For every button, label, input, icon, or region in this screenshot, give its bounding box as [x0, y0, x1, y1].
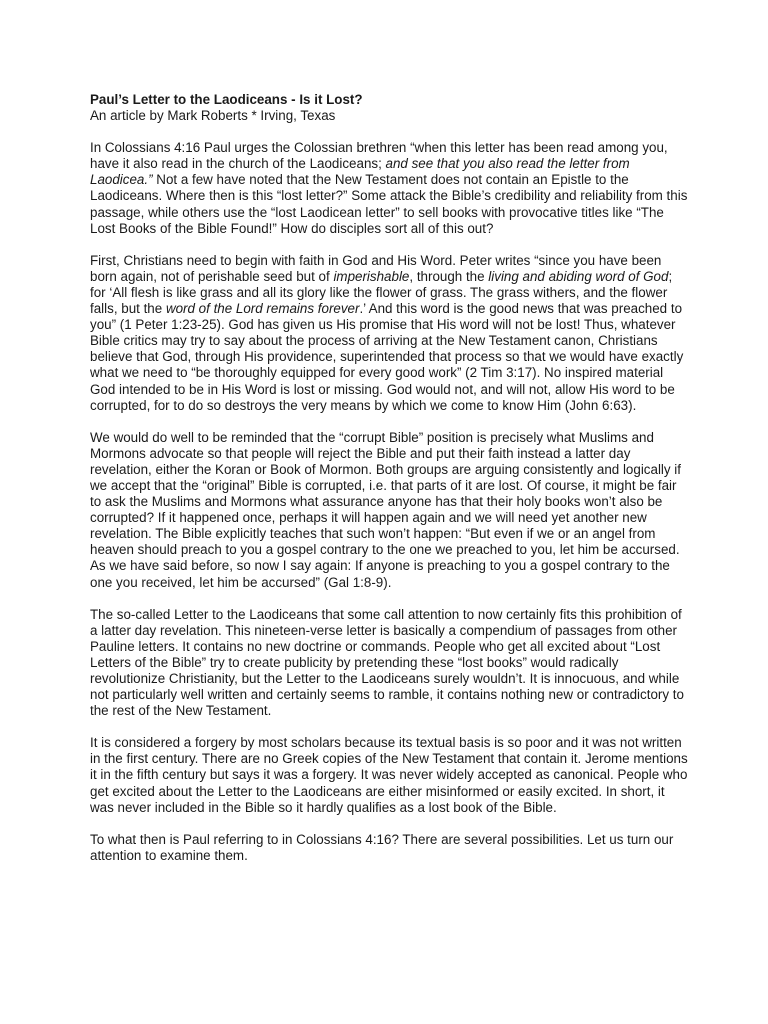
paragraph-text: ; for ‘All flesh is like grass and all its glory like the flower of grass. The grass withers, and the flower falls, but the — [90, 268, 673, 317]
article-title: Paul’s Letter to the Laodiceans - Is it Lost? — [90, 92, 363, 107]
article-body — [90, 140, 690, 864]
article-byline: An article by Mark Roberts * Irving, Texas — [90, 108, 336, 124]
paragraph-text: The so-called Letter to the Laodiceans that some call attention to now certainly fits this prohibition of a latter day revelation. This nineteen-verse letter is basically a compendium of passages from other Pauline letters. It contains no new doctrine or commands. People who get all excited about “Lost Letters of the Bible” try to create publicity by pretending these “lost books” would radically revolutionize Christianity, but the Letter to the Laodiceans surely wouldn’t. It is innocuous, and while not particularly well written and certainly seems to ramble, it contains nothing new or contradictory to the rest of the New Testament. — [90, 606, 684, 719]
document-page — [90, 92, 690, 864]
italic-text: and see that you also read the letter from Laodicea.” — [90, 156, 630, 188]
paragraph-text: , through the — [409, 268, 489, 284]
article-paragraph — [90, 430, 690, 591]
paragraph-text: We would do well to be reminded that the “corrupt Bible” position is precisely what Muslims and Mormons advocate so that people will reject the Bible and put their faith instead a latter day revelation, either the Koran or Book of Mormon. Both groups are arguing consistently and logically if we accept that the “original” Bible is corrupted, i.e. that parts of it are lost. Of course, it might be fair to ask the Muslims and Mormons what assurance anyone has that their holy books won’t also be corrupted? If it happened once, perhaps it will happen again and we will need yet another new revelation. The Bible explicitly teaches that such won’t happen: “But even if we or an angel from heaven should preach to you a gospel contrary to the one we preached to you, let him be accursed. As we have said before, so now I say again: If anyone is preaching to you a gospel contrary to the one you received, let him be accursed” (Gal 1:8-9). — [90, 429, 681, 590]
italic-text: living and abiding word of God — [488, 268, 669, 284]
paragraph-text: To what then is Paul referring to in Colossians 4:16? There are several possibilities. Let us turn our attention to examine them. — [90, 831, 674, 863]
paragraph-text: Not a few have noted that the New Testament does not contain an Epistle to the Laodiceans. Where then is this “lost letter?” Some attack the Bible’s credibility and reliability from this passage, while others use the “lost Laodicean letter” to sell books with provocative titles like “The Lost Books of the Bible Found!” How do disciples sort all of this out? — [90, 172, 688, 236]
article-paragraph — [90, 735, 690, 815]
article-paragraph — [90, 140, 690, 237]
article-paragraph — [90, 832, 690, 864]
article-paragraph — [90, 253, 690, 414]
italic-text: word of the Lord remains forever — [165, 301, 360, 317]
paragraph-text: .’ And this word is the good news that was preached to you” (1 Peter 1:23-25). God has given us His promise that His word will not be lost! Thus, whatever Bible critics may try to say about the process of arriving at the New Testament canon, Christians believe that God, through His providence, superintended that process so that we would have exactly what we need to “be thoroughly equipped for every good work” (2 Tim 3:17). No inspired material God intended to be in His Word is lost or missing. God would not, and will not, allow His word to be corrupted, for to do so destroys the very means by which we come to know Him (John 6:63). — [90, 301, 684, 413]
paragraph-text: It is considered a forgery by most scholars because its textual basis is so poor and it was not written in the first century. There are no Greek copies of the New Testament that contain it. Jerome mentions it in the fifth century but says it was a forgery. It was never widely accepted as canonical. People who get excited about the Letter to the Laodiceans are either misinformed or easily excited. In short, it was never included in the Bible so it hardly qualifies as a lost book of the Bible. — [90, 735, 688, 815]
italic-text: imperishable — [333, 268, 410, 284]
article-paragraph — [90, 607, 690, 720]
paragraph-text: First, Christians need to begin with faith in God and His Word. Peter writes “since you have been born again, not of perishable seed but of — [90, 252, 662, 284]
paragraph-text: In Colossians 4:16 Paul urges the Colossian brethren “when this letter has been read among you, have it also read in the church of the Laodiceans; — [90, 140, 668, 172]
